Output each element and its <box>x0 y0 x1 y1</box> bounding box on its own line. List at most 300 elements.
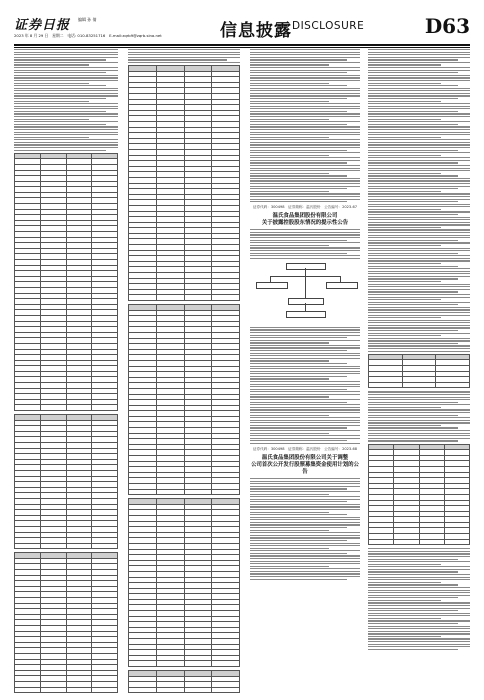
text-line <box>368 224 470 225</box>
text-line <box>250 162 347 163</box>
text-line <box>368 430 470 431</box>
text-line <box>14 88 118 89</box>
text-line <box>368 132 470 133</box>
data-table <box>128 498 240 667</box>
text-line <box>250 425 360 426</box>
text-line <box>250 530 329 531</box>
text-line <box>368 134 470 135</box>
text-line <box>14 124 106 125</box>
table-row <box>129 295 240 301</box>
section-title-en: DISCLOSURE <box>292 20 365 32</box>
text-line <box>14 52 118 53</box>
announcement-1-code: 证券代码：300498 证券简称：温氏股份 公告编号：2023-67 <box>252 205 358 210</box>
table-cell <box>92 405 118 411</box>
text-line <box>250 571 360 572</box>
text-line <box>368 64 441 65</box>
text-line <box>14 80 118 81</box>
text-line <box>368 255 470 256</box>
text-line <box>368 600 441 601</box>
text-line <box>250 512 329 513</box>
text-line <box>14 147 118 148</box>
text-line <box>250 381 360 382</box>
text-line <box>250 371 360 372</box>
text-line <box>250 532 360 533</box>
text-line <box>14 144 118 145</box>
text-line <box>250 440 347 441</box>
text-line <box>250 83 329 84</box>
announcement-2-title <box>250 455 360 476</box>
data-table <box>128 304 240 495</box>
table-cell <box>156 661 184 667</box>
text-line <box>368 556 470 557</box>
text-line <box>250 258 360 259</box>
text-line <box>250 501 347 502</box>
diagram-box-top <box>286 263 326 270</box>
text-line <box>368 52 470 53</box>
text-line <box>368 397 470 398</box>
text-line <box>14 150 106 151</box>
text-line <box>250 64 329 65</box>
text-line <box>250 245 329 246</box>
text-line <box>250 124 347 125</box>
text-line <box>250 399 360 400</box>
text-line <box>250 404 360 405</box>
table-row <box>369 539 470 545</box>
text-line <box>14 132 118 133</box>
text-line <box>250 389 347 390</box>
text-line <box>250 576 360 577</box>
text-line <box>14 106 118 107</box>
text-line <box>250 394 360 395</box>
text-line <box>250 519 360 520</box>
text-line <box>250 494 329 495</box>
table-cell <box>156 295 184 301</box>
text-line <box>250 558 360 559</box>
text-line <box>250 152 360 153</box>
text-line <box>368 142 470 143</box>
text-line <box>368 579 470 580</box>
text-line <box>368 302 470 303</box>
text-line <box>368 67 470 68</box>
table-cell <box>184 661 212 667</box>
text-line <box>250 255 360 256</box>
text-line <box>368 582 441 583</box>
text-line <box>250 234 360 235</box>
text-line <box>368 322 470 323</box>
text-line <box>250 566 329 567</box>
text-line <box>368 70 470 71</box>
text-line <box>368 348 470 349</box>
text-line <box>250 57 360 58</box>
text-line <box>368 592 470 593</box>
text-line <box>250 345 360 346</box>
text-line <box>368 121 470 122</box>
text-line <box>368 438 470 439</box>
text-line <box>14 139 118 140</box>
text-line <box>368 260 470 261</box>
text-line <box>368 636 441 637</box>
text-line <box>250 417 360 418</box>
text-line <box>250 478 360 479</box>
text-line <box>250 347 360 348</box>
text-line <box>368 175 458 176</box>
text-line <box>250 563 360 564</box>
text-line <box>368 638 470 639</box>
text-line <box>368 72 458 73</box>
text-line <box>368 561 470 562</box>
text-line <box>368 245 441 246</box>
text-line <box>368 59 458 60</box>
text-line <box>250 360 329 361</box>
text-line <box>250 561 360 562</box>
editor-credit: 编辑 孙 倩 <box>78 17 97 22</box>
table-cell <box>212 489 240 495</box>
text-line <box>368 309 470 310</box>
text-line <box>250 402 347 403</box>
text-line <box>250 201 347 202</box>
text-line <box>368 263 441 264</box>
text-line <box>368 162 458 163</box>
text-line <box>368 294 470 295</box>
text-line <box>250 420 360 421</box>
text-line <box>368 394 470 395</box>
text-line <box>368 584 458 585</box>
text-line <box>250 327 360 328</box>
text-line <box>368 168 470 169</box>
text-line <box>250 59 347 60</box>
table-cell <box>40 405 66 411</box>
text-line <box>368 204 470 205</box>
text-line <box>14 108 118 109</box>
text-line <box>250 49 360 50</box>
text-line <box>250 481 360 482</box>
text-line <box>368 623 458 624</box>
text-line <box>368 641 470 642</box>
announcement-1-title-line2: 关于披露控股股东情况的提示性公告 <box>261 220 349 227</box>
text-line <box>368 307 470 308</box>
column-3-mid-text <box>250 229 360 259</box>
text-line <box>368 569 470 570</box>
text-line <box>368 340 470 341</box>
text-line <box>368 222 470 223</box>
text-line <box>368 273 470 274</box>
text-line <box>368 399 470 400</box>
text-line <box>368 240 458 241</box>
diagram-connector <box>305 276 306 298</box>
text-line <box>250 134 360 135</box>
text-line <box>250 415 329 416</box>
text-line <box>14 57 118 58</box>
text-line <box>368 129 470 130</box>
text-line <box>368 49 470 50</box>
text-line <box>250 165 360 166</box>
text-line <box>368 57 470 58</box>
text-line <box>368 299 441 300</box>
text-line <box>250 173 329 174</box>
text-line <box>368 548 470 549</box>
text-line <box>368 351 470 352</box>
text-line <box>250 93 360 94</box>
text-line <box>368 155 441 156</box>
text-line <box>14 75 118 76</box>
diagram-connector <box>305 303 306 311</box>
text-line <box>368 330 458 331</box>
text-line <box>14 54 118 55</box>
announcement-1-title <box>250 213 360 227</box>
text-line <box>250 168 360 169</box>
table-cell <box>212 661 240 667</box>
text-line <box>250 430 360 431</box>
text-line <box>250 491 360 492</box>
text-line <box>250 499 360 500</box>
text-line <box>250 573 360 574</box>
text-line <box>14 85 106 86</box>
text-line <box>368 644 470 645</box>
diagram-box-right <box>326 282 358 289</box>
text-line <box>250 579 347 580</box>
column-3 <box>250 49 360 693</box>
text-line <box>250 80 360 81</box>
text-line <box>250 486 360 487</box>
text-line <box>368 597 458 598</box>
text-line <box>14 93 118 94</box>
column-3-top-text <box>250 49 360 202</box>
text-line <box>250 409 360 410</box>
data-table <box>128 65 240 301</box>
text-line <box>250 180 360 181</box>
text-line <box>250 537 360 538</box>
table-cell <box>394 539 419 545</box>
text-line <box>368 173 441 174</box>
text-line <box>368 649 458 650</box>
text-line <box>250 160 360 161</box>
text-line <box>368 258 470 259</box>
page-number: D63 <box>424 14 470 38</box>
text-line <box>368 271 470 272</box>
text-line <box>14 121 118 122</box>
text-line <box>250 119 329 120</box>
text-line <box>250 378 329 379</box>
text-line <box>250 139 360 140</box>
text-line <box>250 72 347 73</box>
text-line <box>250 147 360 148</box>
text-line <box>368 160 470 161</box>
text-line <box>368 211 470 212</box>
text-line <box>250 183 360 184</box>
text-line <box>368 602 470 603</box>
column-1 <box>14 49 118 693</box>
text-line <box>250 535 360 536</box>
text-line <box>250 250 360 251</box>
text-line <box>250 332 360 333</box>
text-line <box>250 335 360 336</box>
announcement-2-title-line1: 温氏食品集团股份有限公司关于调整 <box>261 455 349 462</box>
data-table <box>128 670 240 693</box>
table-cell <box>436 382 470 388</box>
text-line <box>250 435 360 436</box>
text-line <box>14 116 118 117</box>
table-row <box>129 661 240 667</box>
text-line <box>250 396 329 397</box>
header-rule-thick <box>14 44 470 46</box>
text-line <box>250 191 329 192</box>
text-line <box>368 95 470 96</box>
text-line <box>368 343 458 344</box>
text-line <box>368 137 441 138</box>
diagram-box-middle <box>288 298 324 305</box>
text-line <box>368 54 470 55</box>
text-line <box>368 338 470 339</box>
text-line <box>368 427 458 428</box>
text-line <box>14 103 118 104</box>
masthead <box>14 14 470 44</box>
text-line <box>250 108 360 109</box>
text-line <box>368 88 470 89</box>
text-line <box>368 412 470 413</box>
text-line <box>368 325 470 326</box>
table-cell <box>369 539 394 545</box>
table-cell <box>66 543 92 549</box>
text-line <box>368 209 441 210</box>
text-line <box>250 88 360 89</box>
text-line <box>368 626 470 627</box>
text-line <box>250 422 360 423</box>
text-line <box>368 147 470 148</box>
text-line <box>368 281 441 282</box>
text-line <box>368 83 441 84</box>
text-line <box>368 139 470 140</box>
text-line <box>250 329 360 330</box>
text-line <box>250 543 360 544</box>
text-line <box>250 132 360 133</box>
announcement-1 <box>250 205 360 227</box>
announcement-2 <box>250 447 360 476</box>
text-line <box>368 618 441 619</box>
table-cell <box>402 382 436 388</box>
table-cell <box>419 539 444 545</box>
text-line <box>368 85 458 86</box>
text-line <box>368 62 470 63</box>
text-line <box>368 577 470 578</box>
text-line <box>368 101 441 102</box>
table-cell <box>15 405 41 411</box>
table-cell <box>369 382 403 388</box>
text-line <box>250 438 360 439</box>
text-line <box>368 628 470 629</box>
text-line <box>368 327 470 328</box>
text-line <box>250 407 360 408</box>
text-line <box>368 317 441 318</box>
text-line <box>250 62 360 63</box>
text-line <box>250 188 347 189</box>
text-line <box>368 551 470 552</box>
text-line <box>250 170 360 171</box>
text-line <box>14 72 106 73</box>
text-line <box>250 496 360 497</box>
announcement-1-title-line1: 温氏食品集团股份有限公司 <box>272 213 338 220</box>
text-line <box>250 433 329 434</box>
newspaper-logo: 证券日报 <box>14 18 71 33</box>
text-line <box>368 402 458 403</box>
text-line <box>250 175 347 176</box>
text-line <box>368 98 458 99</box>
text-line <box>128 52 240 53</box>
text-line <box>368 608 470 609</box>
text-line <box>14 142 118 143</box>
text-line <box>250 155 329 156</box>
text-line <box>368 186 470 187</box>
text-line <box>368 108 470 109</box>
data-table <box>368 444 470 546</box>
text-line <box>250 568 360 569</box>
text-line <box>368 253 458 254</box>
text-line <box>250 247 360 248</box>
text-line <box>368 219 470 220</box>
text-line <box>250 75 360 76</box>
text-line <box>368 415 458 416</box>
text-line <box>368 229 470 230</box>
text-line <box>368 111 458 112</box>
text-line <box>368 420 470 421</box>
text-line <box>250 126 360 127</box>
text-line <box>250 85 347 86</box>
text-line <box>250 353 360 354</box>
text-line <box>368 126 470 127</box>
text-line <box>368 196 470 197</box>
column-3-bottom-text <box>250 478 360 580</box>
text-line <box>250 342 329 343</box>
column-2 <box>128 49 240 693</box>
text-line <box>14 101 89 102</box>
text-line <box>250 199 360 200</box>
text-line <box>368 191 441 192</box>
text-line <box>368 574 470 575</box>
text-line <box>250 391 360 392</box>
text-line <box>250 144 360 145</box>
text-line <box>368 119 441 120</box>
text-line <box>368 297 470 298</box>
text-line <box>368 404 470 405</box>
text-line <box>250 196 360 197</box>
issue-meta: 2023 年 8 月 29 日 星期二 电话: 010-83251716 E-mail:zqrb9@zqrb.sina.net <box>14 33 162 38</box>
text-line <box>14 134 118 135</box>
text-line <box>14 59 106 60</box>
text-line <box>250 509 360 510</box>
text-line <box>368 433 470 434</box>
table-cell <box>156 489 184 495</box>
text-line <box>250 186 360 187</box>
text-line <box>368 266 458 267</box>
text-line <box>250 106 360 107</box>
text-line <box>368 417 470 418</box>
text-line <box>14 49 118 50</box>
text-line <box>128 49 240 50</box>
text-line <box>368 152 470 153</box>
text-line <box>368 333 470 334</box>
text-line <box>250 540 347 541</box>
text-line <box>368 116 470 117</box>
text-line <box>250 504 360 505</box>
text-line <box>250 232 360 233</box>
text-line <box>368 80 470 81</box>
table-cell <box>40 543 66 549</box>
text-line <box>368 291 458 292</box>
text-line <box>368 144 470 145</box>
text-line <box>368 620 470 621</box>
text-line <box>368 587 470 588</box>
text-line <box>250 90 360 91</box>
table-cell <box>184 295 212 301</box>
